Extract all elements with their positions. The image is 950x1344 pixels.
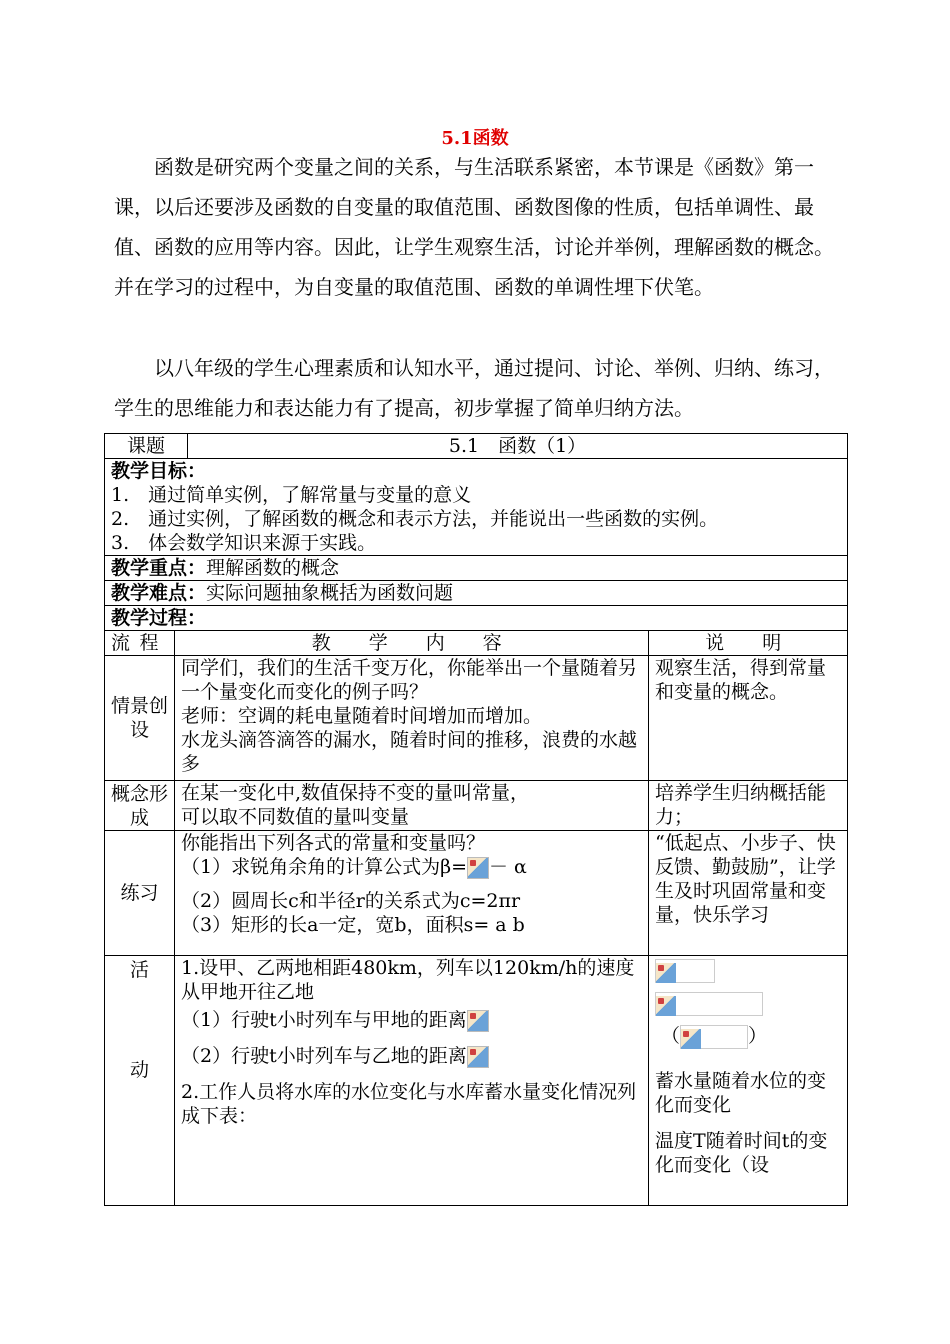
paren-close: ） [748, 1025, 768, 1047]
lesson-plan-table [104, 433, 848, 1206]
practice-line: （2）圆周长c和半径r的关系式为c=2πr [181, 890, 521, 912]
paren-open: （ [661, 1025, 681, 1047]
practice-formula-tail: － α [489, 856, 527, 878]
flow-activity [105, 956, 175, 1206]
flow-activity-char2: 动 [129, 1059, 149, 1081]
content-concept [175, 781, 649, 831]
topic-row [105, 434, 848, 459]
practice-line: 你能指出下列各式的常量和变量吗？ [181, 832, 486, 854]
note-activity-text-1: 蓄水量随着水位的变化而变化 [655, 1070, 827, 1116]
activity-text: （2）行驶t小时列车与乙地的距离 [181, 1045, 467, 1067]
concept-line: 在某一变化中,数值保持不变的量叫常量， [181, 782, 530, 804]
goals-label: 教学目标： [111, 460, 207, 482]
broken-image-icon [681, 1029, 701, 1049]
difficulty-value: 实际问题抽象概括为函数问题 [206, 582, 454, 604]
goal-item: 3. 体会数学知识来源于实践。 [111, 532, 377, 554]
concept-row [105, 781, 848, 831]
flow-concept: 概念形成 [105, 781, 175, 831]
column-header-content: 教 学 内 容 [175, 631, 649, 656]
column-header-flow: 流程 [105, 631, 175, 656]
practice-line-formula [181, 855, 642, 879]
flow-practice: 练习 [105, 831, 175, 956]
key-point-value: 理解函数的概念 [206, 557, 340, 579]
scene-line: 水龙头滴答滴答的漏水，随着时间的推移，浪费的水越多 [181, 729, 638, 775]
activity-row [105, 956, 848, 1206]
goals-row [105, 459, 848, 556]
difficulty-row [105, 581, 848, 606]
process-header-row [105, 631, 848, 656]
content-activity [175, 956, 649, 1206]
note-image-2 [655, 991, 841, 1016]
intro-paragraph-1 [114, 147, 848, 307]
key-point-row [105, 556, 848, 581]
activity-text: （1）行驶t小时列车与甲地的距离 [181, 1009, 467, 1031]
flow-scene: 情景创设 [105, 656, 175, 781]
content-scene [175, 656, 649, 781]
practice-line: （3）矩形的长a一定，宽b，面积s= a b [181, 914, 525, 936]
difficulty-label: 教学难点： [111, 582, 207, 604]
activity-line-1 [181, 1008, 642, 1032]
key-point-cell [105, 556, 848, 581]
broken-image-icon [656, 963, 676, 983]
broken-image-icon [656, 996, 676, 1016]
process-row [105, 606, 848, 631]
topic-value: 5.1 函数（1） [188, 434, 848, 459]
intro-paragraph-2 [114, 348, 848, 428]
note-activity-text-2: 温度T随着时间t的变化而变化（设 [655, 1130, 828, 1176]
difficulty-cell [105, 581, 848, 606]
scene-line: 老师：空调的耗电量随着时间增加而增加。 [181, 705, 543, 727]
note-image-3 [655, 1024, 841, 1049]
image-placeholder-icon [655, 959, 715, 983]
distance-formula-image-icon [467, 1046, 489, 1068]
image-placeholder-icon [680, 1025, 748, 1049]
note-activity [649, 956, 848, 1206]
flow-activity-char1: 活 [129, 959, 149, 981]
process-label: 教学过程： [105, 606, 848, 631]
goals-cell [105, 459, 848, 556]
document-title: 5.1函数 [441, 128, 509, 149]
column-header-note: 说 明 [649, 631, 848, 656]
activity-line: 1.设甲、乙两地相距480km，列车以120km/h的速度从甲地开往乙地 [181, 957, 635, 1003]
key-point-label: 教学重点： [111, 557, 207, 579]
intro-text-1: 函数是研究两个变量之间的关系，与生活联系紧密，本节课是《函数》第一课，以后还要涉及函数的自变量的取值范围、函数图像的性质，包括单调性、最值、函数的应用等内容。因此，让学生观察生活，讨论并举例，理解函数的概念。并在学习的过程中，为自变量的取值范围、函数的单调性埋下伏笔。 [114, 155, 834, 299]
distance-formula-image-icon [467, 1010, 489, 1032]
practice-formula-text: （1）求锐角余角的计算公式为β= [181, 856, 467, 878]
note-image-1 [655, 958, 841, 983]
spacer [181, 879, 642, 889]
note-practice: “低起点、小步子、快反馈、勤鼓励”，让学生及时巩固常量和变量，快乐学习 [649, 831, 848, 956]
content-practice [175, 831, 649, 956]
image-placeholder-icon [655, 992, 763, 1016]
note-scene: 观察生活，得到常量和变量的概念。 [649, 656, 848, 781]
activity-line-2 [181, 1044, 642, 1068]
scene-row [105, 656, 848, 781]
formula-image-icon [467, 857, 489, 879]
goal-item: 1. 通过简单实例，了解常量与变量的意义 [111, 484, 472, 506]
goal-item: 2. 通过实例，了解函数的概念和表示方法，并能说出一些函数的实例。 [111, 508, 719, 530]
intro-text-2: 以八年级的学生心理素质和认知水平，通过提问、讨论、举例、归纳、练习，学生的思维能力和表达能力有了提高，初步掌握了简单归纳方法。 [114, 356, 834, 420]
concept-line: 可以取不同数值的量叫变量 [181, 806, 410, 828]
topic-label: 课题 [105, 434, 188, 459]
activity-line: 2.工作人员将水库的水位变化与水库蓄水量变化情况列成下表： [181, 1081, 637, 1127]
scene-line: 同学们，我们的生活千变万化，你能举出一个量随着另一个量变化而变化的例子吗？ [181, 657, 638, 703]
note-concept: 培养学生归纳概括能力； [649, 781, 848, 831]
practice-row [105, 831, 848, 956]
